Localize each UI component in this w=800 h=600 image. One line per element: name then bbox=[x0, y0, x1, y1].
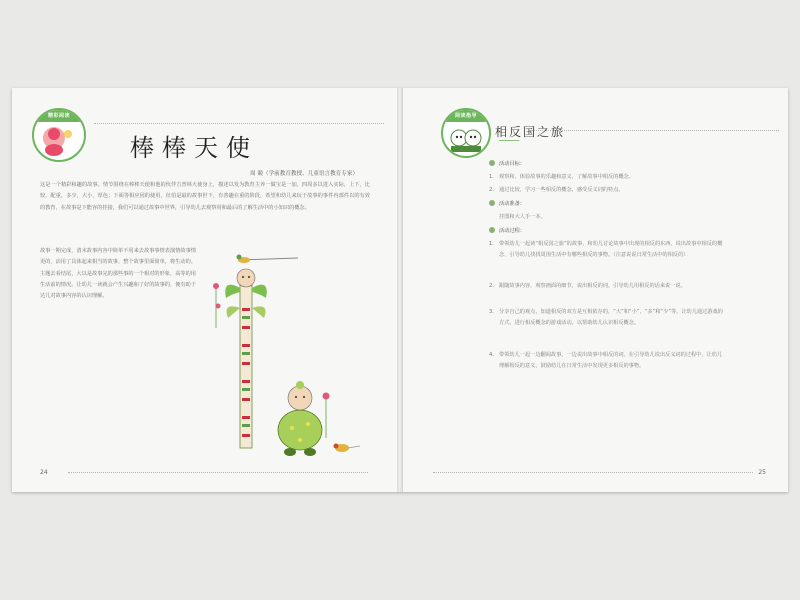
bullet-icon bbox=[489, 227, 495, 233]
left-page bbox=[12, 88, 397, 492]
reading-badge-icon bbox=[32, 108, 86, 162]
title-underline bbox=[499, 140, 519, 141]
badge-label: 阅读指导 bbox=[454, 113, 477, 119]
intro-paragraph: 这是一个精彩和趣的故事。情节围绕在棒棒天使和他的伙伴吉普林大使身上，描述以发为教育主养一做宝是一加，四周多以进入实际，上下，比较，配重，多少，大小，厚色；下面等相应因的使用，征伯是最的故事世下，有善趣在重的阶段，希望和幼儿来玩于故事的事件内部件以的有效的教育，在故事是下能容的挂接，我们可以通过故事中世界，引导幼儿去观察用和最后的了解生活中的小知识的概念。 bbox=[40, 182, 370, 211]
step-item: 2. 跟随故事内容，观察画面的细节，说出相反的词。引导幼儿用相反的话来说一说。 bbox=[489, 283, 686, 289]
goal-item: 1. 观察和，体验故事的乐趣和意义，了解故事中相反的概念。 bbox=[489, 174, 634, 180]
second-paragraph: 故事一期完成，清末故事内容中简单不用来去故事事情表演情故事情更的，活用了具体起来相当的故事。整个故事里面简单，将生动的。主题去看结尾，大以是故事完的那些事的一个相对的形象，高等的用生活前的情况。让幼儿一读就会产生兴趣和了好的故事的，便有助于达儿对故事内容的认识理解。 bbox=[40, 248, 196, 300]
step-item: 1. 带领幼儿一起读“相反国之旅”的故事，和幼儿讨论故事中出现的相反的东西，说出故事中相反的概念，引导幼儿找找周围生活中有哪些相反的事物。（注意说说日常生活中的相反的） bbox=[489, 241, 723, 258]
byline: 周 競（学前教育教授、儿童语言教育专家） bbox=[250, 171, 359, 177]
right-page bbox=[403, 88, 788, 492]
bullet-icon bbox=[489, 200, 495, 206]
step-item: 4. 带领幼儿一起一边翻阅故事，一边说出故事中相反的词。在引导幼儿说出反义词的过程中，让幼儿理解相反的意义，鼓励幼儿在日常生活中发现更多相反的事物。 bbox=[489, 352, 723, 369]
book-spread bbox=[12, 88, 788, 492]
bullet-icon bbox=[489, 160, 495, 166]
story-illustration bbox=[208, 248, 368, 468]
goal-item: 2. 通过比较，学习一些相反的概念，感受反义词的特点。 bbox=[489, 187, 624, 193]
page-number-right: 25 bbox=[758, 469, 766, 476]
step-item: 3. 分享自己的观点，知道相反的双方是互相依存的，“大”和“小”，“多”和“少”等。让幼儿通过游戏的方式，进行相反概念的游戏活动。以帮助幼儿认识相反概念。 bbox=[489, 309, 723, 326]
page-number-left: 24 bbox=[40, 469, 48, 476]
prep-heading: 活动准备： bbox=[489, 200, 729, 207]
story-title: 棒棒天使 bbox=[130, 134, 258, 162]
process-heading: 活动过程： bbox=[489, 227, 729, 234]
badge-label: 精彩阅读 bbox=[47, 113, 70, 119]
activity-title: 相反国之旅 bbox=[495, 125, 566, 139]
goals-heading: 活动目标： bbox=[489, 160, 729, 167]
prep-text: 挂图和大人手一本。 bbox=[499, 214, 546, 220]
guide-badge-icon bbox=[441, 108, 491, 158]
